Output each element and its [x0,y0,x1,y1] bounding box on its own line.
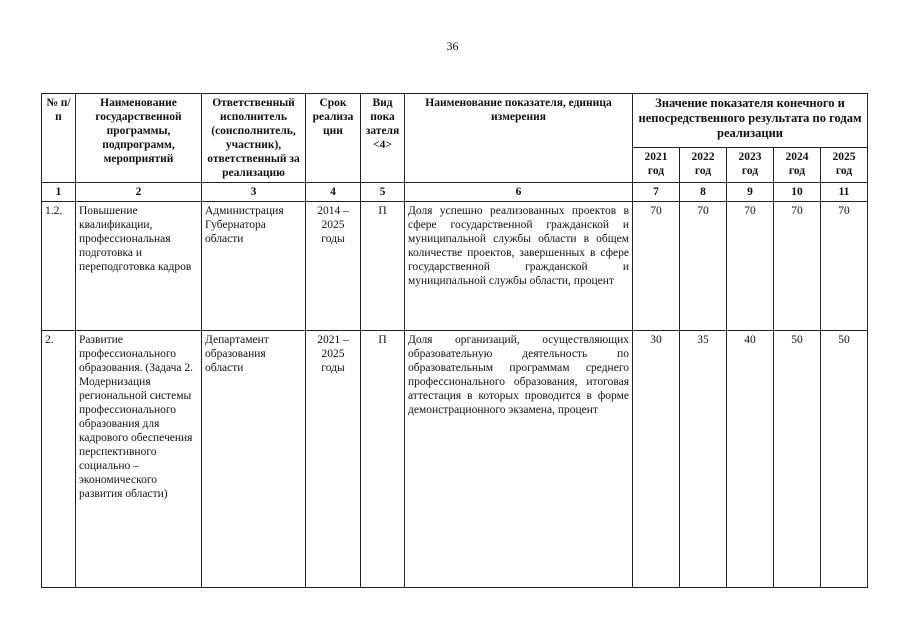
header-executor: Ответственный исполнитель (соисполнитель, участник), ответственный за реализацию [202,94,306,183]
header-year-2022: 2022 год [680,147,727,182]
row-executor: Администрация Губернатора области [202,202,306,331]
header-program: Наименование государственной программы, подпрограмм, мероприятий [76,94,202,183]
column-number: 11 [821,183,868,202]
column-number: 2 [76,183,202,202]
column-number: 3 [202,183,306,202]
row-type: П [361,331,405,588]
row-period: 2014 – 2025 годы [306,202,361,331]
column-number: 4 [306,183,361,202]
header-row [42,94,868,148]
column-number: 10 [774,183,821,202]
row-value-2024: 50 [774,331,821,588]
row-program: Развитие профессионального образования. (Задача 2. Модернизация региональной системы профессионального образования для кадрового обеспечения перспективного социально – экономического развития области) [76,331,202,588]
header-num: № п/п [42,94,76,183]
column-number: 5 [361,183,405,202]
row-value-2022: 35 [680,331,727,588]
row-executor: Департамент образования области [202,331,306,588]
header-period: Срок реализа ции [306,94,361,183]
table-row [42,331,868,588]
row-indicator: Доля успешно реализованных проектов в сфере государственной гражданской и муниципальной службы области в общем количестве проектов, завершенных в сфере государственной гражданской и муниципальной службы области, процент [405,202,633,331]
indicators-table [41,93,868,588]
column-number: 7 [633,183,680,202]
header-year-2025: 2025 год [821,147,868,182]
row-value-2025: 70 [821,202,868,331]
row-num: 1.2. [42,202,76,331]
row-type: П [361,202,405,331]
header-year-2024: 2024 год [774,147,821,182]
header-year-2021: 2021 год [633,147,680,182]
row-value-2025: 50 [821,331,868,588]
row-num: 2. [42,331,76,588]
table-row [42,202,868,331]
row-indicator: Доля организаций, осуществляющих образовательную деятельность по образовательным программам среднего профессионального образования, итоговая аттестация в которых проводится в форме демонстрационного экзамена, процент [405,331,633,588]
row-value-2022: 70 [680,202,727,331]
column-number: 6 [405,183,633,202]
column-number: 8 [680,183,727,202]
column-number: 1 [42,183,76,202]
header-indicator: Наименование показателя, единица измерения [405,94,633,183]
row-value-2023: 70 [727,202,774,331]
row-value-2021: 30 [633,331,680,588]
page-number: 36 [446,39,459,53]
column-numbers-row [42,183,868,202]
header-type: Вид пока зателя <4> [361,94,405,183]
row-period: 2021 – 2025 годы [306,331,361,588]
row-value-2024: 70 [774,202,821,331]
row-value-2023: 40 [727,331,774,588]
row-value-2021: 70 [633,202,680,331]
column-number: 9 [727,183,774,202]
row-program: Повышение квалификации, профессиональная подготовка и переподготовка кадров [76,202,202,331]
header-values-group: Значение показателя конечного и непосредственного результата по годам реализации [633,94,868,148]
header-year-2023: 2023 год [727,147,774,182]
